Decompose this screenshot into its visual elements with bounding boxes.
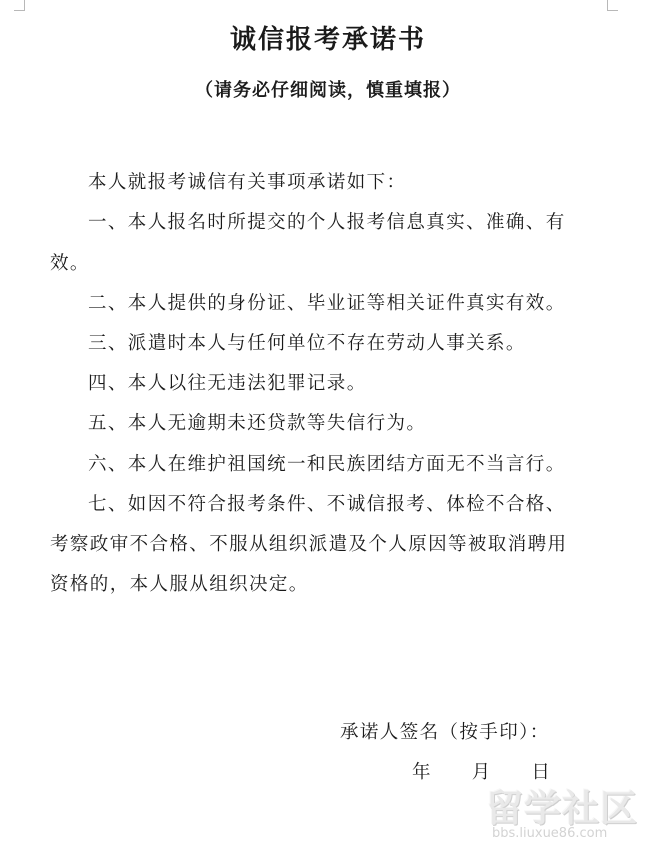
intro-paragraph: 本人就报考诚信有关事项承诺如下： bbox=[88, 172, 407, 193]
page-corner-mark-right bbox=[607, 0, 618, 11]
watermark-logo-text: 留学社区 bbox=[486, 787, 638, 830]
watermark bbox=[486, 778, 646, 848]
commitment-item-1-line-2: 效。 bbox=[50, 253, 90, 274]
commitment-item-1-line-1: 一、本人报名时所提交的个人报考信息真实、准确、有 bbox=[88, 212, 566, 233]
commitment-item-7-line-3: 资格的，本人服从组织决定。 bbox=[50, 574, 309, 595]
document-subtitle: （请务必仔细阅读，慎重填报） bbox=[195, 80, 461, 101]
commitment-item-7-line-2: 考察政审不合格、不服从组织派遣及个人原因等被取消聘用 bbox=[50, 534, 568, 555]
commitment-item-7-line-1: 七、如因不符合报考条件、不诚信报考、体检不合格、 bbox=[88, 494, 566, 515]
commitment-item-6: 六、本人在维护祖国统一和民族团结方面无不当言行。 bbox=[88, 454, 566, 475]
document-title: 诚信报考承诺书 bbox=[229, 25, 426, 55]
commitment-item-5: 五、本人无逾期未还贷款等失信行为。 bbox=[88, 413, 427, 434]
date-line: 年 月 日 bbox=[412, 762, 552, 783]
page-corner-mark-left bbox=[14, 0, 25, 11]
commitment-item-3: 三、派遣时本人与任何单位不存在劳动人事关系。 bbox=[88, 333, 526, 354]
signature-label: 承诺人签名（按手印）： bbox=[340, 722, 550, 743]
commitment-item-4: 四、本人以往无违法犯罪记录。 bbox=[88, 373, 367, 394]
watermark-url: bbs.liuxue86.com bbox=[492, 826, 608, 841]
commitment-item-2: 二、本人提供的身份证、毕业证等相关证件真实有效。 bbox=[88, 293, 566, 314]
